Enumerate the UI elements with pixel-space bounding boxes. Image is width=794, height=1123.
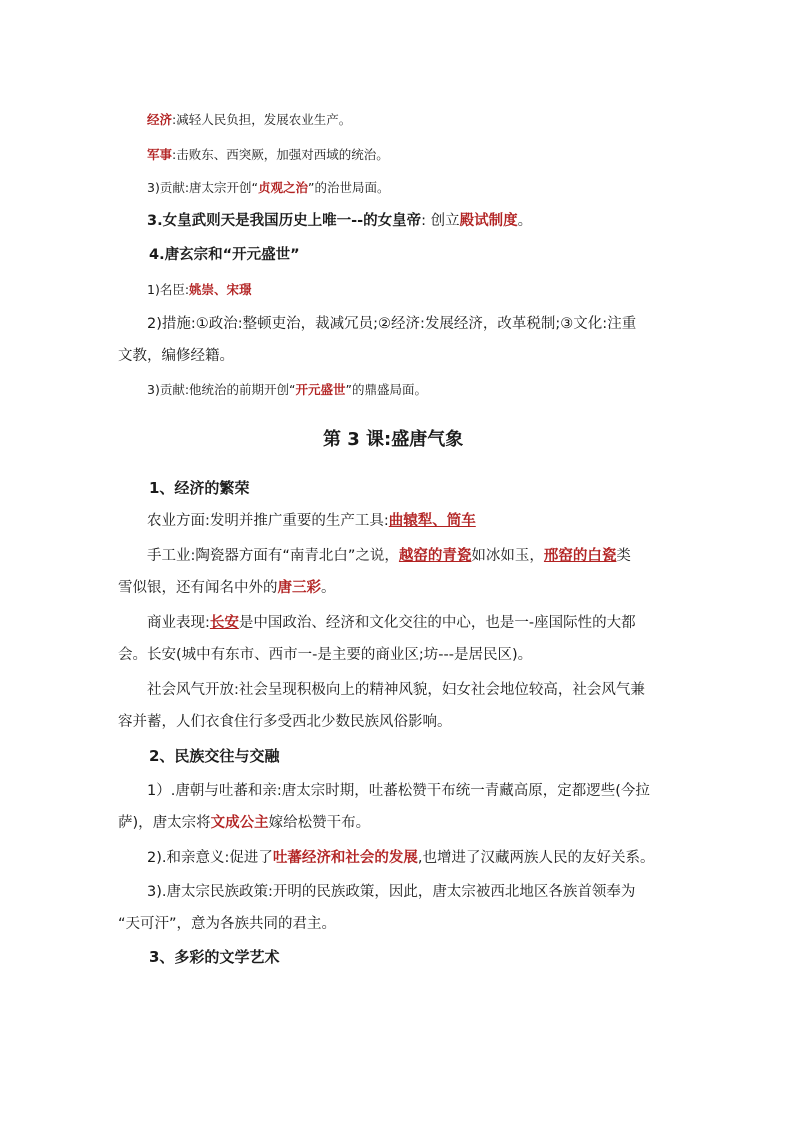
keyword: 唐三彩 [277,580,321,596]
line-text: :减轻人民负担，发展农业生产。 [172,112,352,127]
line-text: 雪似银，还有闻名中外的 [118,580,278,596]
keyword: 殿试制度 [459,213,518,229]
text-line [147,178,390,198]
line-text: 是中国政治、经济和文化交往的中心，也是一-座国际性的大都 [238,615,636,631]
keyword: 贞观之治 [258,180,309,195]
line-text: 3)贡献:唐太宗开创“ [147,180,259,195]
line-text: : 创立 [421,213,460,229]
line-text: 商业表现: [147,615,210,631]
line-text: 容并蓄，人们衣食住行多受西北少数民族风俗影响。 [118,714,452,730]
text-line [118,914,336,934]
keyword: 长安 [209,615,239,631]
keyword: 吐蕃经济和社会的发展 [272,850,418,866]
keyword: 邢窑的白瓷 [543,548,617,564]
text-line [147,280,252,300]
keyword: 开元盛世 [295,382,346,397]
text-line [147,110,351,130]
line-text: ,也增进了汉藏两族人民的友好关系。 [417,850,655,866]
line-text: 农业方面:发明并推广重要的生产工具: [147,513,389,529]
line-text: 社会风气开放:社会呈现积极向上的精神风貌，妇女社会地位较高，社会风气兼 [147,682,645,698]
keyword: 军事 [147,147,173,162]
keyword: 越窑的青瓷 [398,548,472,564]
text-line [147,145,389,165]
section-heading: 1、经济的繁荣 [149,479,250,497]
keyword: 姚崇、宋璟 [189,282,252,297]
line-text: 会。长安(城中有东市、西市一-是主要的商业区;坊---是居民区)。 [118,647,533,663]
keyword: 曲辕犁、筒车 [388,513,476,529]
section-heading: 3、多彩的文学艺术 [149,948,280,966]
text-line [147,511,476,531]
text-line [147,314,636,334]
line-text: 1)名臣: [147,282,190,297]
line-text: 手工业:陶瓷器方面有“南青北白”之说， [147,548,399,564]
line-text: :击败东、西突厥，加强对西域的统治。 [172,147,389,162]
text-line [118,346,234,366]
line-text: 1）.唐朝与吐蕃和亲:唐太宗时期，吐蕃松赞干布统一青藏高原，定都逻些(今拉 [147,783,650,799]
text-line [118,813,370,833]
line-text: 。 [321,580,336,596]
line-text: 嫁给松赞干布。 [268,815,371,831]
keyword: 经济 [147,112,173,127]
text-line [147,546,631,566]
line-text: 。 [517,213,533,229]
text-line [147,848,655,868]
line-text: 文教，编修经籍。 [118,348,234,364]
line-text: 3)贡献:他统治的前期开创“ [147,382,296,397]
text-line [118,578,336,598]
text-line [147,882,635,902]
line-text: ”的治世局面。 [308,180,390,195]
line-text: 如冰如玉， [471,548,544,564]
keyword: 文成公主 [210,815,269,831]
text-line [118,645,532,665]
text-line [147,380,427,400]
lesson-title: 第 3 课:盛唐气象 [323,429,464,450]
line-text: 类 [616,548,631,564]
text-line [147,680,645,700]
line-text: 萨)，唐太宗将 [118,815,211,831]
line-text: 3).唐太宗民族政策:开明的民族政策，因此，唐太宗被西北地区各族首领奉为 [147,884,636,900]
text-line [147,613,636,633]
text-line [118,712,452,732]
line-text: “天可汗”，意为各族共同的君主。 [118,916,337,932]
heading-text: 3.女皇武则天是我国历史上唯一--的女皇帝 [147,213,422,229]
text-line [147,211,532,231]
subheading: 4.唐玄宗和“开元盛世” [149,247,300,263]
section-heading: 2、民族交往与交融 [149,747,280,765]
text-line [147,781,650,801]
line-text: 2)措施:①政治:整顿吏治，裁减冗员;②经济:发展经济，改革税制;③文化:注重 [147,316,637,332]
line-text: ”的鼎盛局面。 [345,382,428,397]
line-text: 2).和亲意义:促进了 [147,850,273,866]
